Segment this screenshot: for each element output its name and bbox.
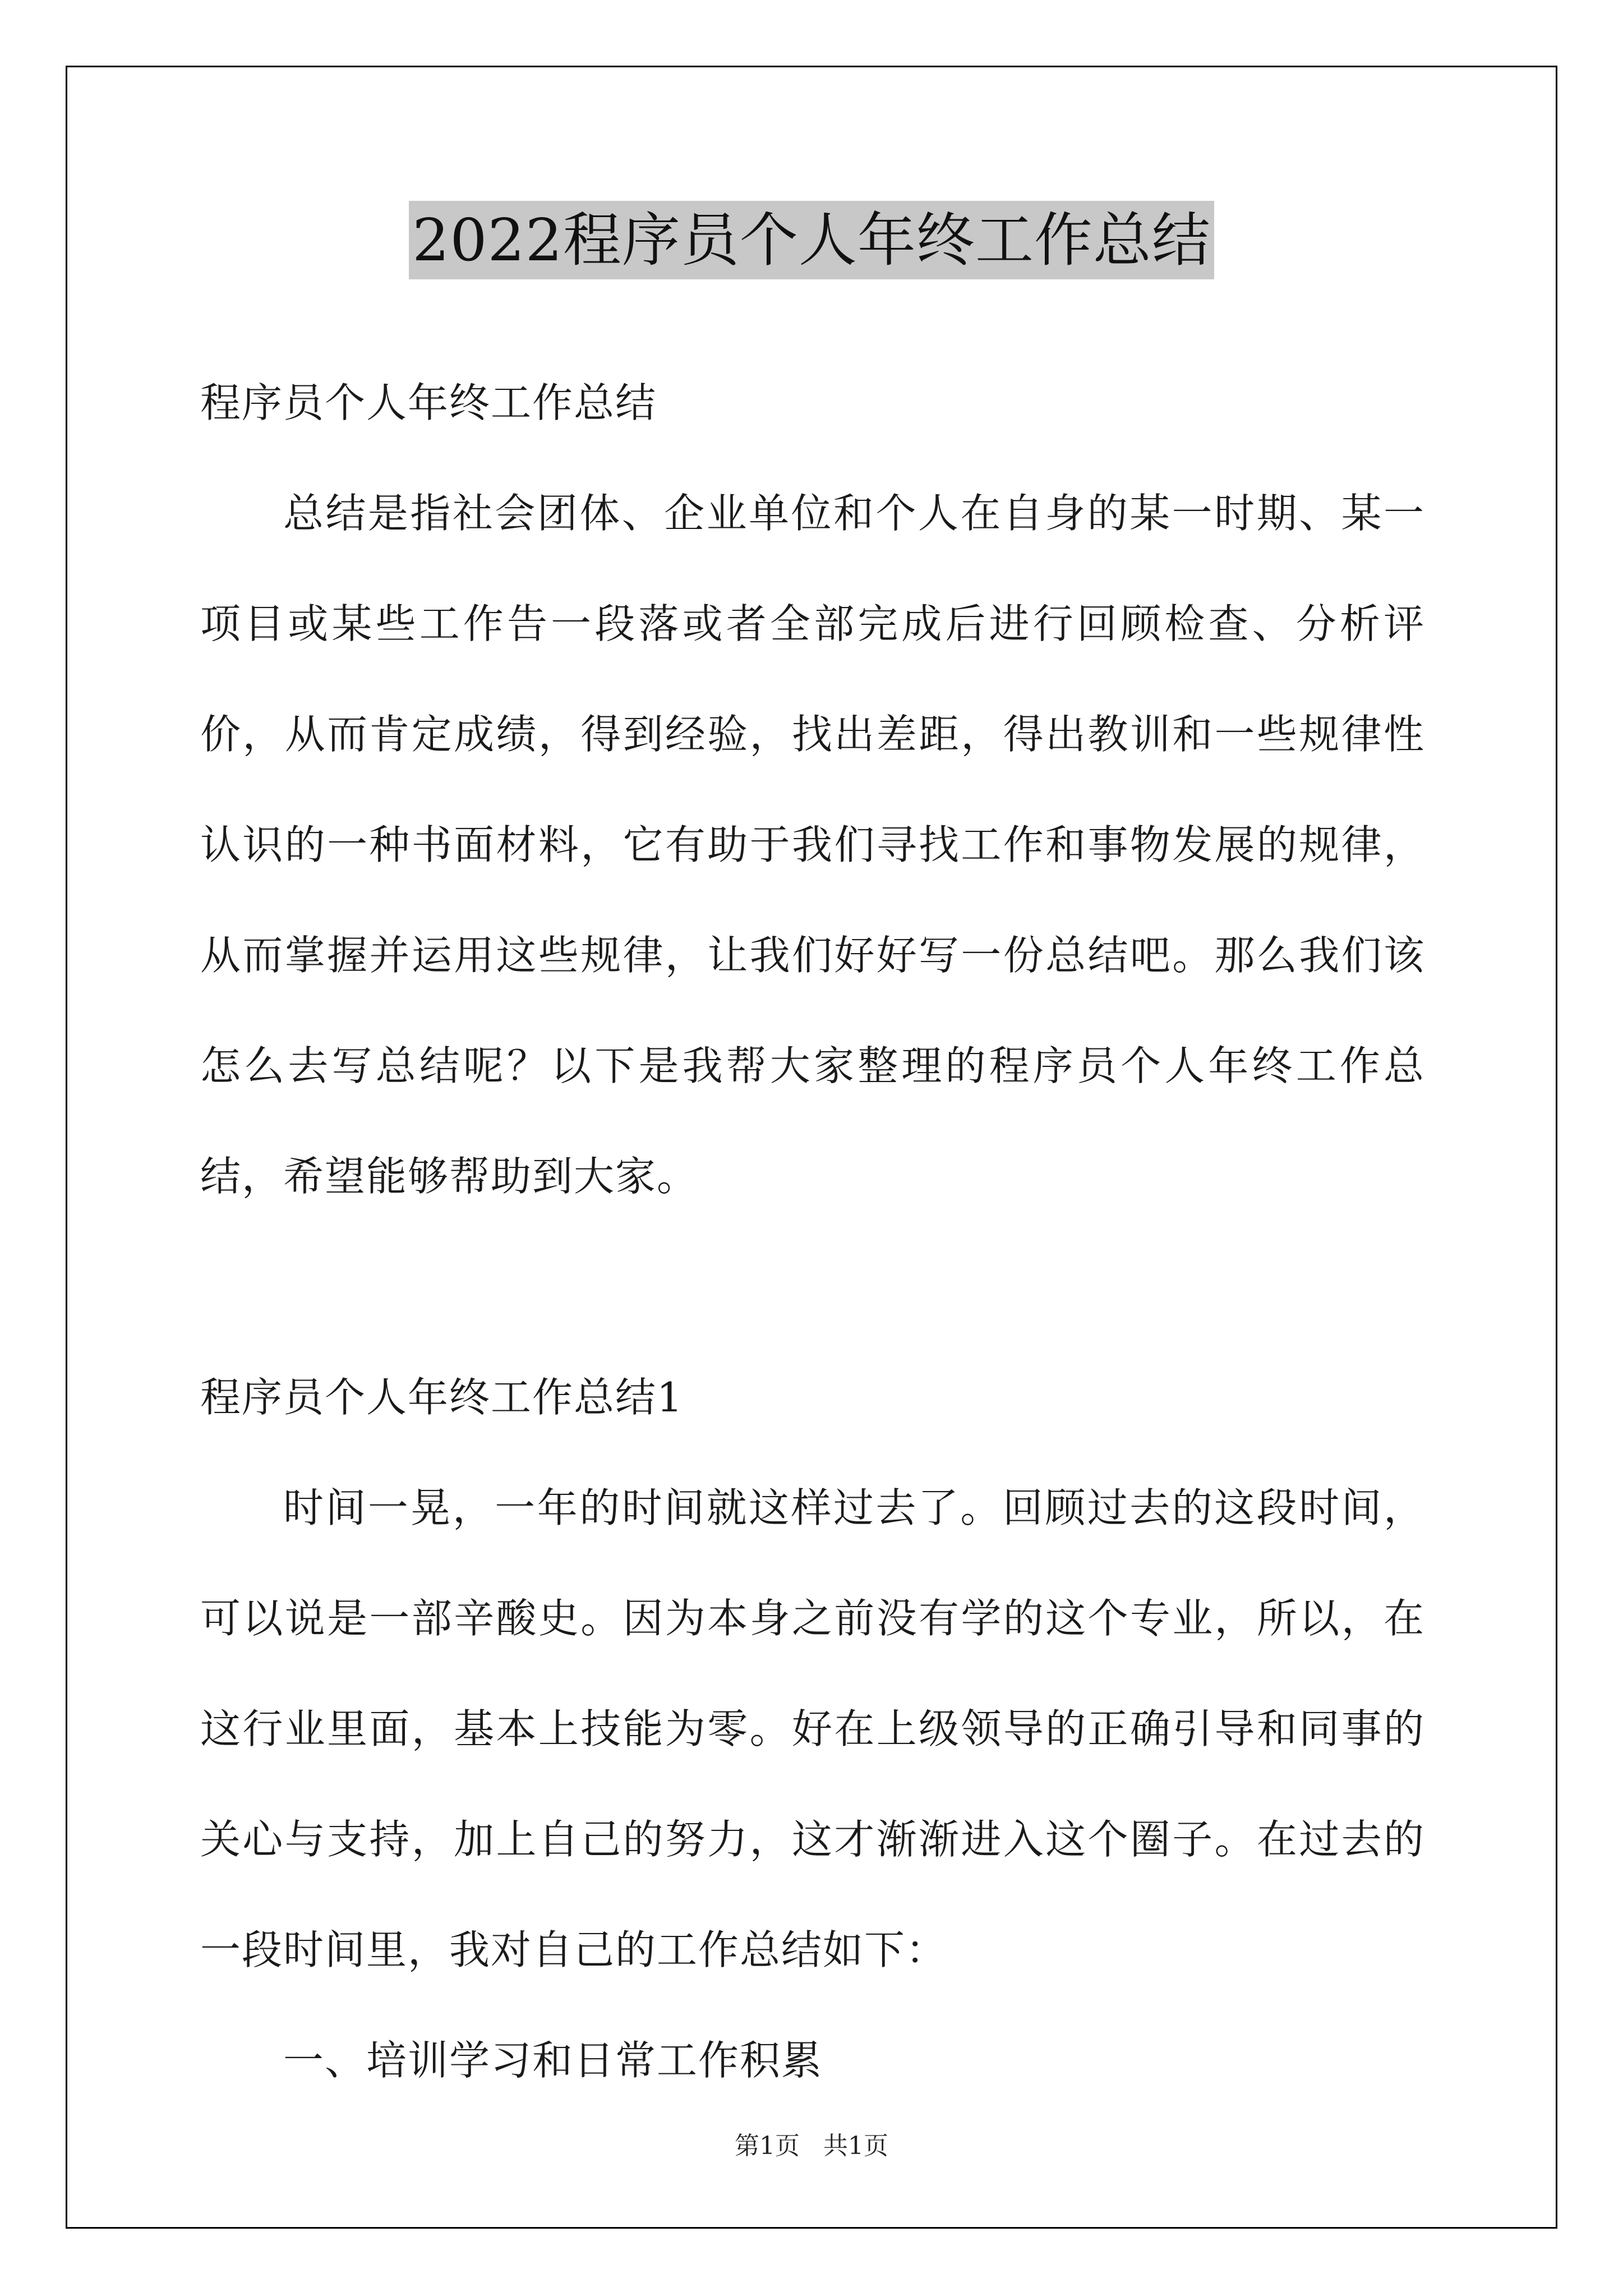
page-number-current: 第1页 — [735, 2132, 800, 2160]
document-body — [200, 348, 1425, 2116]
document-subtitle: 程序员个人年终工作总结 — [200, 379, 657, 426]
page-footer — [0, 2129, 1623, 2163]
intro-paragraph: 总结是指社会团体、企业单位和个人在自身的某一时期、某一项目或某些工作告一段落或者全部完成后进行回顾检查、分析评价，从而肯定成绩，得到经验，找出差距，得出教训和一些规律性认识的一种书面材料，它有助于我们寻找工作和事物发展的规律，从而掌握并运用这些规律，让我们好好写一份总结吧。那么我们该怎么去写总结呢？以下是我帮大家整理的程序员个人年终工作总结，希望能够帮助到大家。 — [200, 490, 1425, 1200]
title-container — [0, 201, 1623, 279]
document-title: 2022程序员个人年终工作总结 — [409, 201, 1214, 279]
section-paragraph: 时间一晃，一年的时间就这样过去了。回顾过去的这段时间，可以说是一部辛酸史。因为本身之前没有学的这个专业，所以，在这行业里面，基本上技能为零。好在上级领导的正确引导和同事的关心与支持，加上自己的努力，这才渐渐进入这个圈子。在过去的一段时间里，我对自己的工作总结如下： — [200, 1484, 1425, 1973]
section-spacer — [200, 1232, 1425, 1342]
section-heading: 程序员个人年终工作总结1 — [200, 1374, 684, 1421]
page-number-total: 共1页 — [823, 2132, 888, 2160]
section-list-item: 一、培训学习和日常工作积累 — [283, 2037, 823, 2084]
